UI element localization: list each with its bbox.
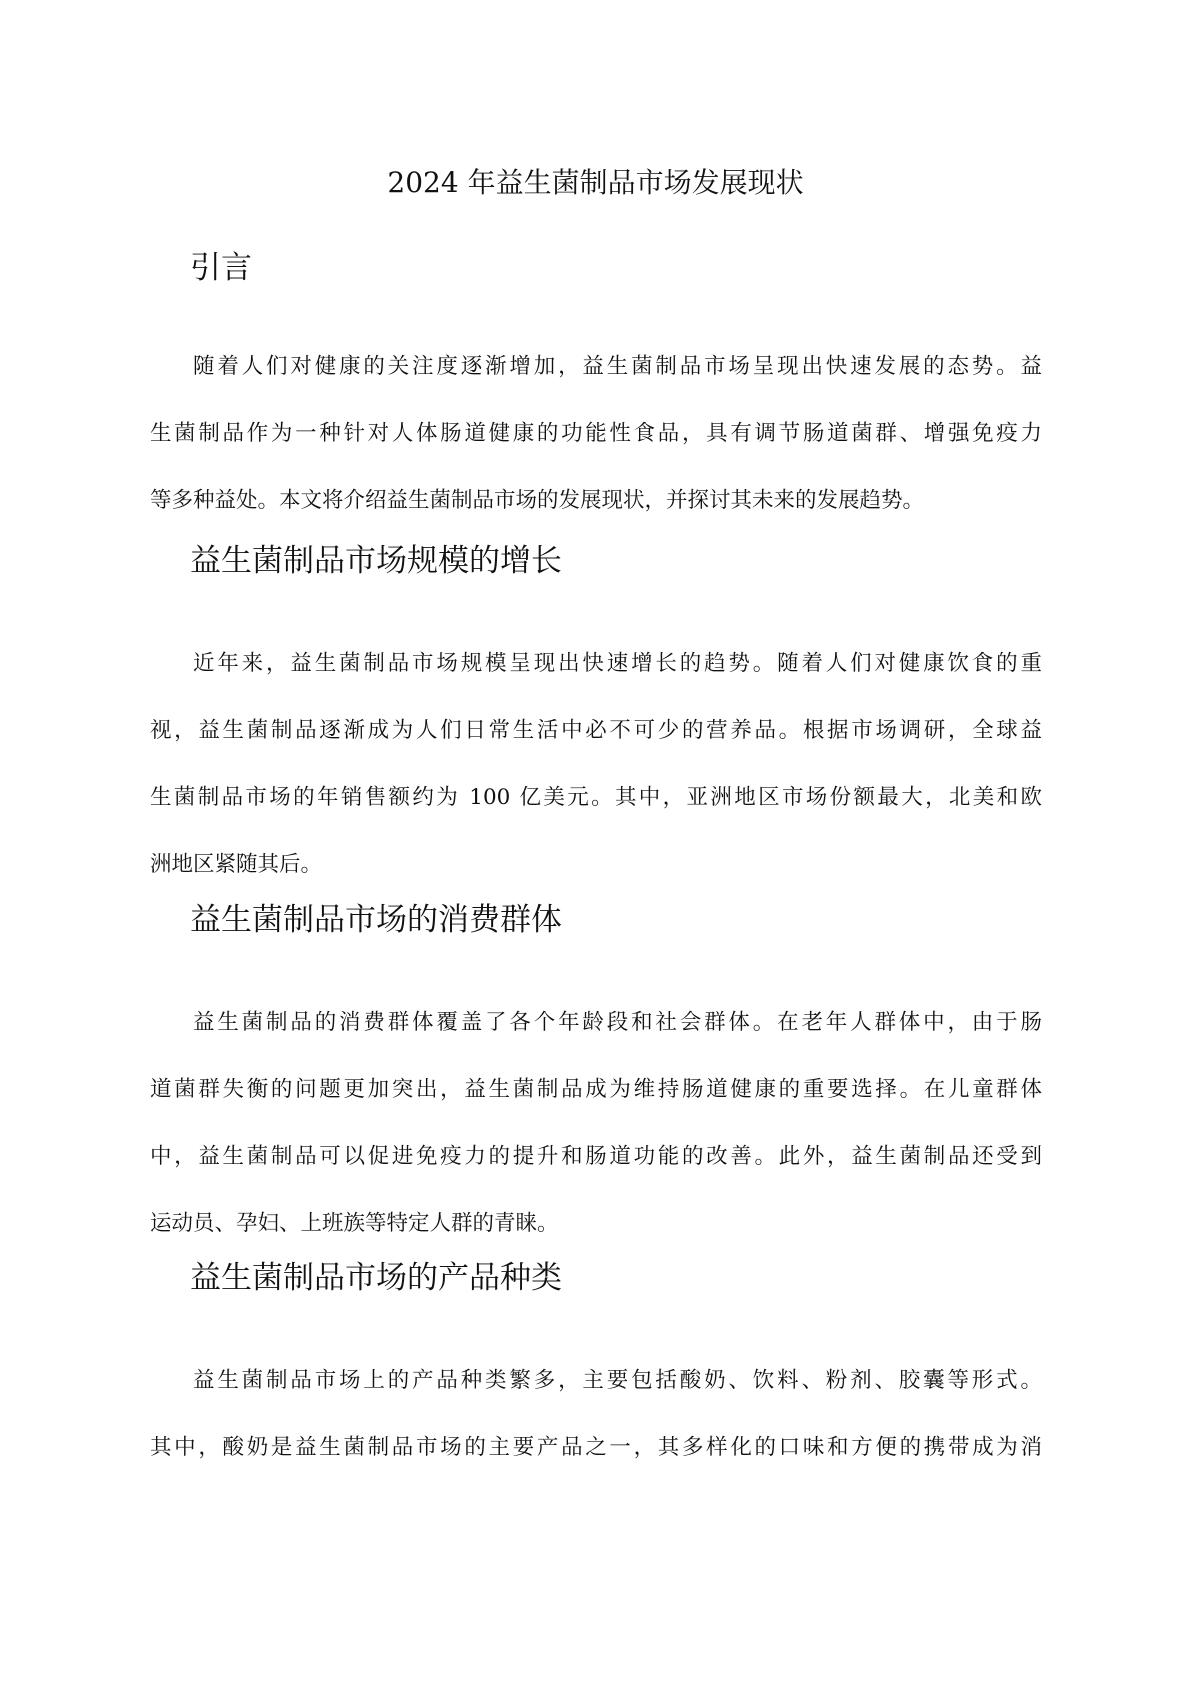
paragraph-line: 中，益生菌制品可以促进免疫力的提升和肠道功能的改善。此外，益生菌制品还受到 [150,1144,1042,1169]
paragraph-line: 益生菌制品的消费群体覆盖了各个年龄段和社会群体。在老年人群体中，由于肠 [193,1010,1042,1035]
section-heading-consumer-groups: 益生菌制品市场的消费群体 [190,902,562,938]
paragraph-introduction [150,333,1042,534]
paragraph-line: 生菌制品作为一种针对人体肠道健康的功能性食品，具有调节肠道菌群、增强免疫力 [150,421,1042,446]
paragraph-line: 视，益生菌制品逐渐成为人们日常生活中必不可少的营养品。根据市场调研，全球益 [150,718,1042,743]
document-title: 2024 年益生菌制品市场发展现状 [387,166,804,199]
section-heading-introduction: 引言 [190,250,252,286]
paragraph-product-types [150,1347,1042,1481]
section-heading-market-size: 益生菌制品市场规模的增长 [190,543,562,579]
paragraph-line: 其中，酸奶是益生菌制品市场的主要产品之一，其多样化的口味和方便的携带成为消 [150,1435,1042,1460]
paragraph-line: 生菌制品市场的年销售额约为 100 亿美元。其中，亚洲地区市场份额最大，北美和欧 [150,785,1042,810]
section-heading-product-types: 益生菌制品市场的产品种类 [190,1260,562,1296]
paragraph-line: 随着人们对健康的关注度逐渐增加，益生菌制品市场呈现出快速发展的态势。益 [193,354,1042,379]
paragraph-line: 益生菌制品市场上的产品种类繁多，主要包括酸奶、饮料、粉剂、胶囊等形式。 [193,1368,1042,1393]
paragraph-line: 近年来，益生菌制品市场规模呈现出快速增长的趋势。随着人们对健康饮食的重 [193,651,1042,676]
paragraph-market-size [150,630,1042,898]
paragraph-line: 洲地区紧随其后。 [150,852,323,877]
paragraph-line: 等多种益处。本文将介绍益生菌制品市场的发展现状，并探讨其未来的发展趋势。 [150,488,925,513]
paragraph-consumer-groups [150,989,1042,1257]
paragraph-line: 道菌群失衡的问题更加突出，益生菌制品成为维持肠道健康的重要选择。在儿童群体 [150,1077,1042,1102]
paragraph-line: 运动员、孕妇、上班族等特定人群的青睐。 [150,1211,559,1236]
